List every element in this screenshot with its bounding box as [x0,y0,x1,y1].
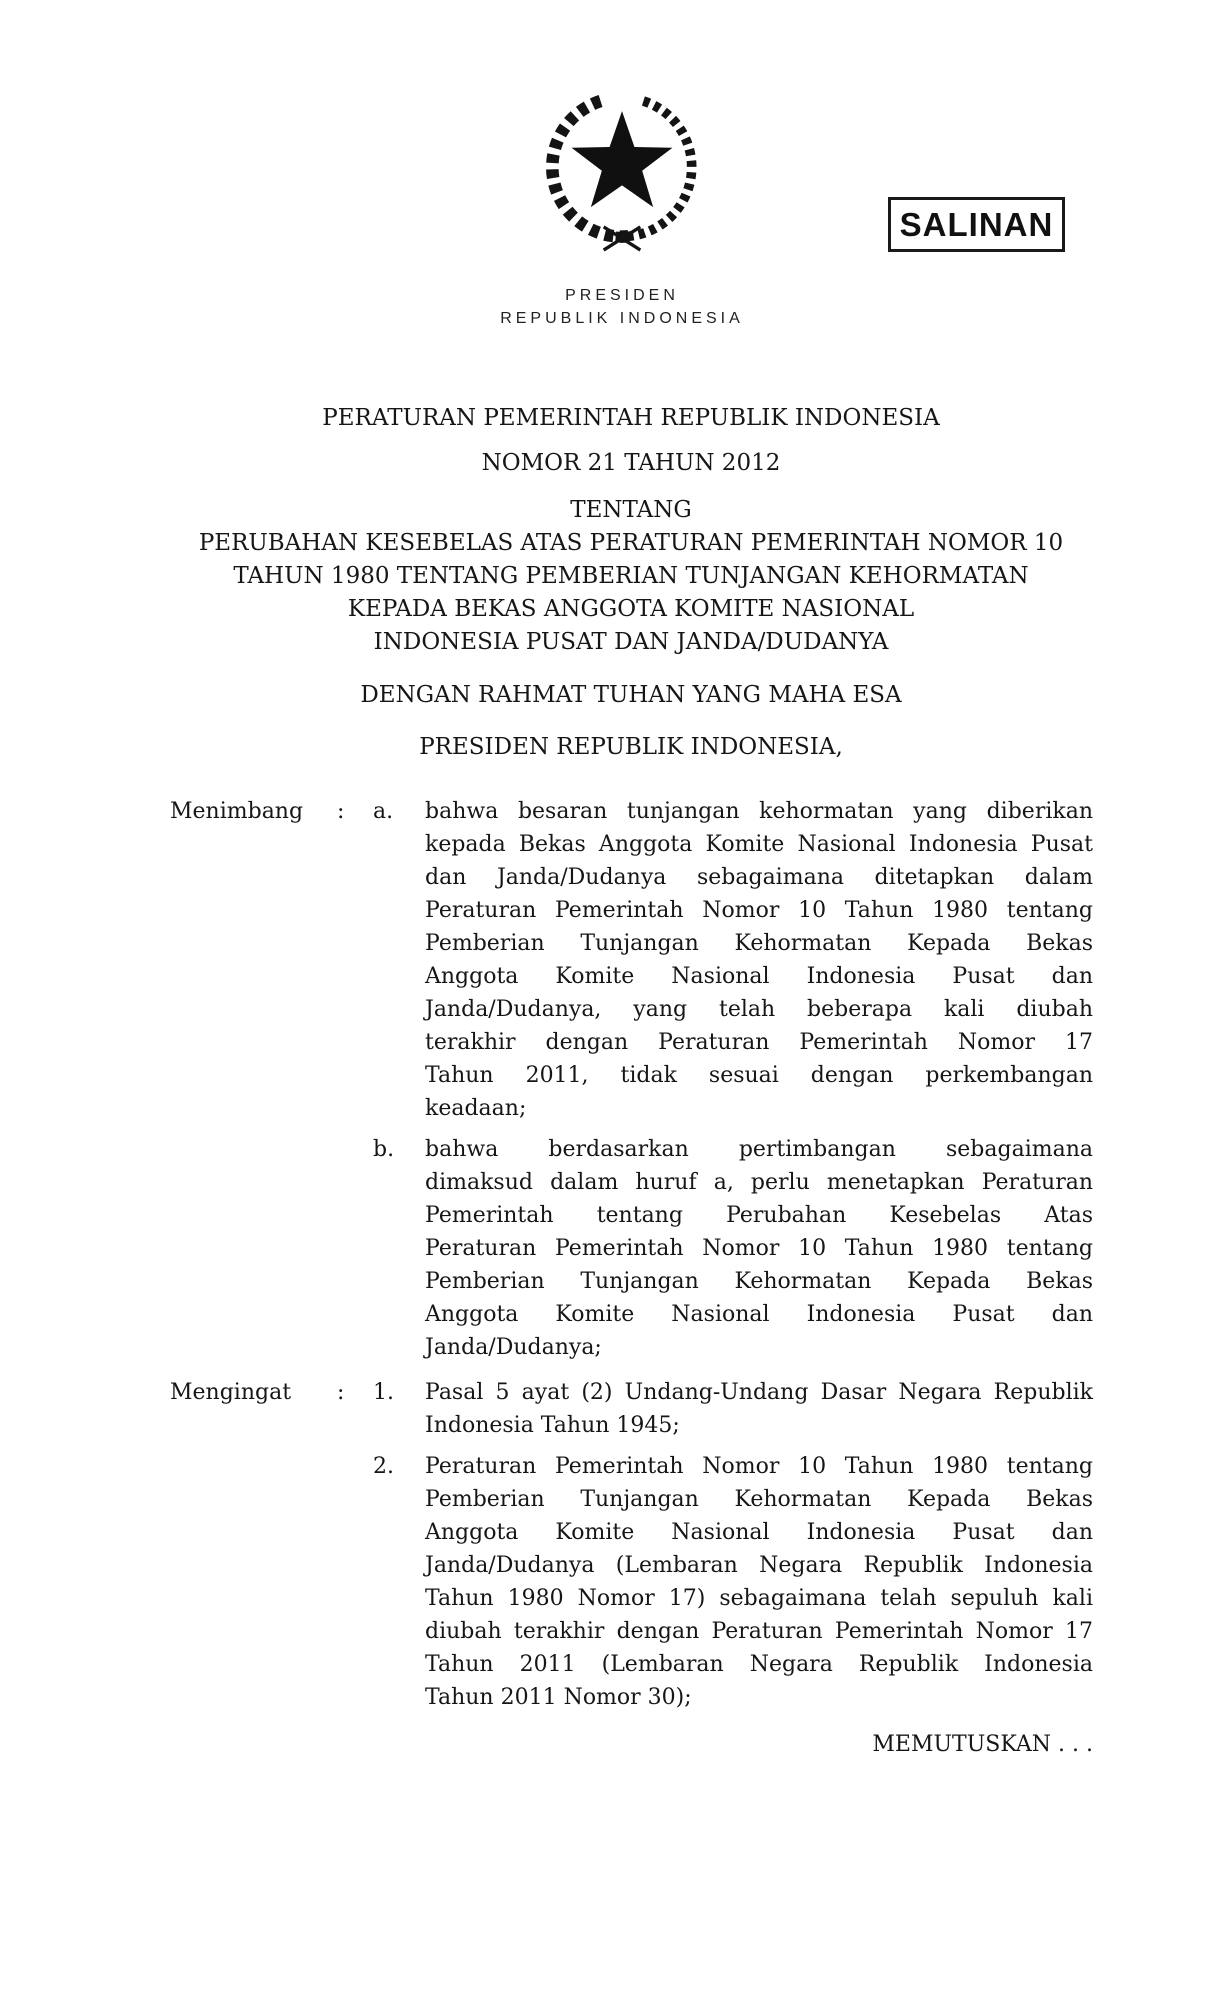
body-line: Anggota Komite Nasional Indonesia Pusat dan [425,1520,1093,1545]
authority-line: PRESIDEN REPUBLIK INDONESIA, [419,734,843,760]
memutuskan-catchword: MEMUTUSKAN . . . [872,1732,1093,1757]
menimbang-section [170,795,1093,1364]
menimbang-item-b [373,1133,1093,1364]
body-line: Tahun 1980 Nomor 17) sebagaimana telah sepuluh kali [425,1586,1093,1611]
body-line: terakhir dengan Peraturan Pemerintah Nomor 17 [425,1030,1093,1055]
item-text [425,795,1093,1125]
letterhead-republik-line: REPUBLIK INDONESIA [500,310,744,327]
body-line: Pasal 5 ayat (2) Undang-Undang Dasar Negara Republik [425,1380,1093,1405]
tentang-label: TENTANG [570,497,692,523]
body-line: Janda/Dudanya (Lembaran Negara Republik Indonesia [425,1553,1093,1578]
doc-title-line: PERATURAN PEMERINTAH REPUBLIK INDONESIA [322,405,940,431]
body-line: keadaan; [425,1096,527,1121]
subject-line: TAHUN 1980 TENTANG PEMBERIAN TUNJANGAN KEHORMATAN [233,563,1029,589]
body-line: Pemberian Tunjangan Kehormatan Kepada Bekas [425,931,1093,956]
doc-number-line: NOMOR 21 TAHUN 2012 [481,450,781,476]
item-text [425,1133,1093,1364]
subject-line: KEPADA BEKAS ANGGOTA KOMITE NASIONAL [347,596,915,622]
body-line: Janda/Dudanya; [425,1335,602,1360]
body-line: Anggota Komite Nasional Indonesia Pusat dan [425,964,1093,989]
body-line: kepada Bekas Anggota Komite Nasional Indonesia Pusat [425,832,1093,857]
letterhead [412,284,832,330]
title-block [166,402,1096,764]
subject-line: INDONESIA PUSAT DAN JANDA/DUDANYA [373,629,889,655]
item-text [425,1376,1093,1442]
subject-line: PERUBAHAN KESEBELAS ATAS PERATURAN PEMERINTAH NOMOR 10 [198,530,1064,556]
body-line: Tahun 2011, tidak sesuai dengan perkembangan [425,1063,1093,1088]
letterhead-presiden-line: PRESIDEN [565,287,679,304]
item-marker: a. [373,799,394,824]
body-line: Peraturan Pemerintah Nomor 10 Tahun 1980 tentang [425,1236,1093,1261]
menimbang-item-a [373,795,1093,1125]
body-line: Peraturan Pemerintah Nomor 10 Tahun 1980 tentang [425,898,1093,923]
mengingat-item-1 [373,1376,1093,1442]
body-line: Indonesia Tahun 1945; [425,1413,680,1438]
item-marker: 2. [373,1454,394,1479]
body-line: Pemberian Tunjangan Kehormatan Kepada Bekas [425,1487,1093,1512]
body-line: Tahun 2011 Nomor 30); [425,1685,692,1710]
menimbang-colon: : [337,799,345,824]
item-text [425,1450,1093,1714]
body-line: dan Janda/Dudanya sebagaimana ditetapkan dalam [425,865,1093,890]
body-line: Pemberian Tunjangan Kehormatan Kepada Bekas [425,1269,1093,1294]
body-line: Peraturan Pemerintah Nomor 10 Tahun 1980 tentang [425,1454,1093,1479]
menimbang-label: Menimbang [170,799,304,824]
body-line: Tahun 2011 (Lembaran Negara Republik Indonesia [425,1652,1093,1677]
salinan-stamp [888,197,1065,252]
mengingat-colon: : [337,1380,345,1405]
body-line: bahwa berdasarkan pertimbangan sebagaimana [425,1137,1093,1162]
mengingat-item-2 [373,1450,1093,1714]
salinan-label: SALINAN [899,205,1054,243]
body-line: bahwa besaran tunjangan kehormatan yang diberikan [425,799,1093,824]
mengingat-label: Mengingat [170,1380,292,1405]
body-line: Janda/Dudanya, yang telah beberapa kali diubah [425,997,1093,1022]
body-line: Anggota Komite Nasional Indonesia Pusat dan [425,1302,1093,1327]
body-line: Pemerintah tentang Perubahan Kesebelas Atas [425,1203,1093,1228]
body-line: diubah terakhir dengan Peraturan Pemerintah Nomor 17 [425,1619,1093,1644]
item-marker: 1. [373,1380,394,1405]
mengingat-section [170,1376,1093,1714]
presidential-star-wreath-emblem-icon [540,80,704,258]
body-line: dimaksud dalam huruf a, perlu menetapkan Peraturan [425,1170,1093,1195]
item-marker: b. [373,1137,395,1162]
invocation-line: DENGAN RAHMAT TUHAN YANG MAHA ESA [360,682,902,708]
body-block [170,795,1093,1761]
